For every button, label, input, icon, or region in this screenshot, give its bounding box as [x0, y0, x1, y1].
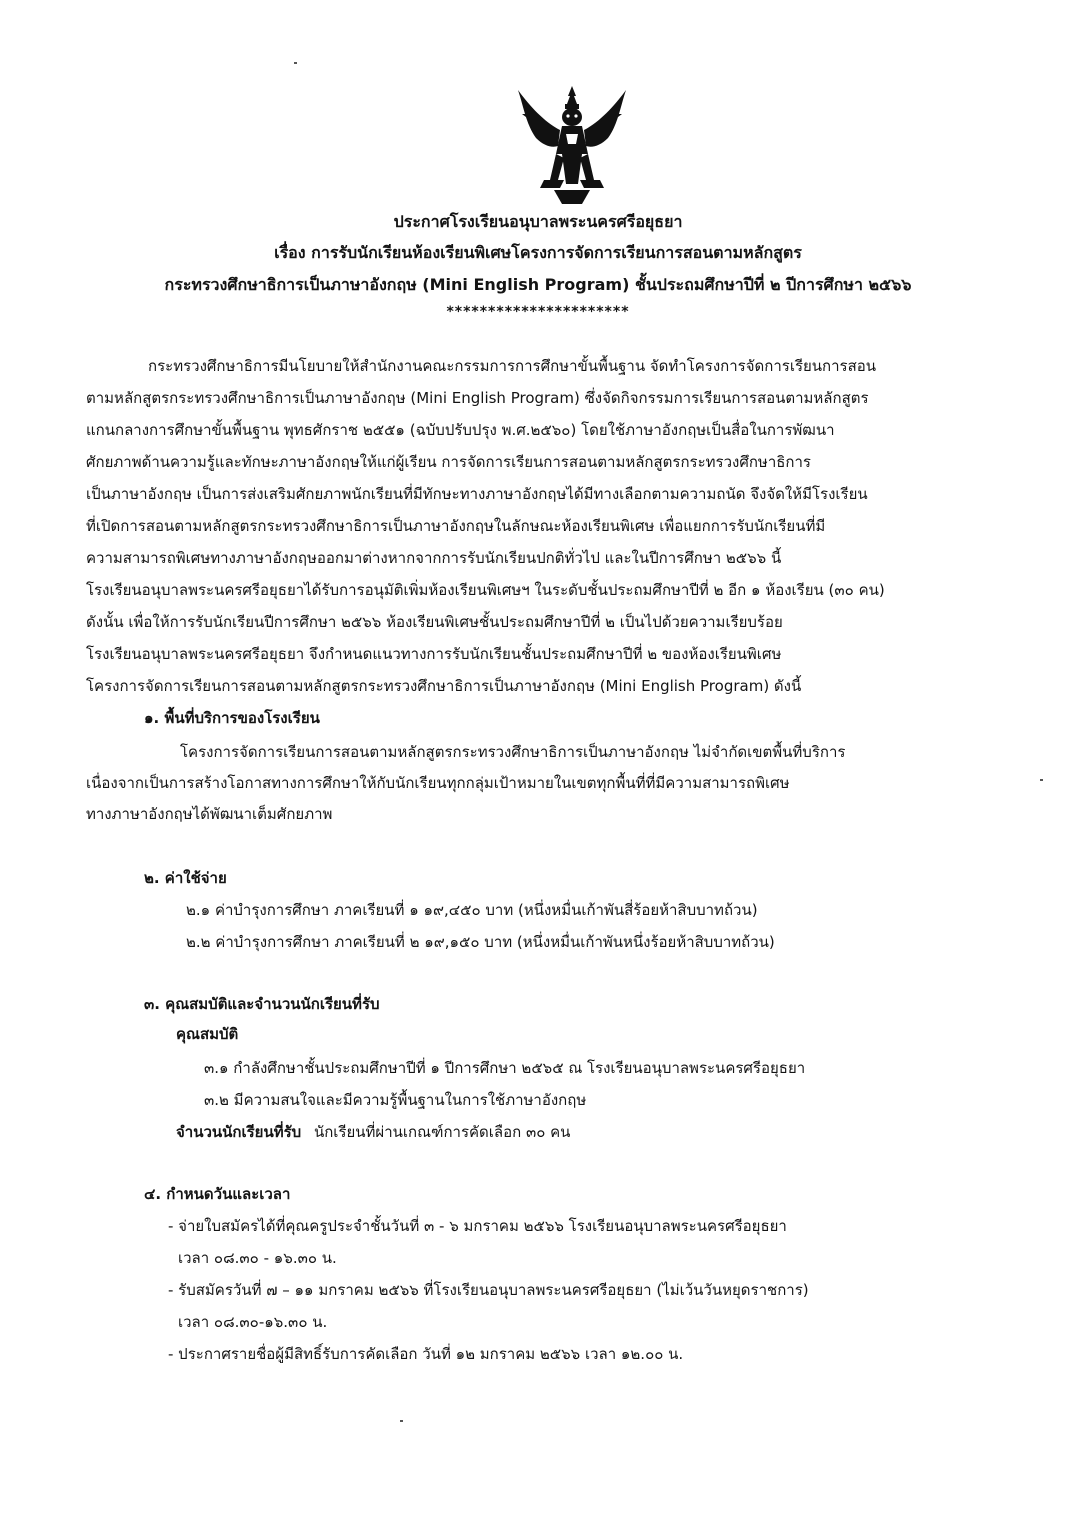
- paragraph-line: ตามหลักสูตรกระทรวงศึกษาธิการเป็นภาษาอังกฤษ (Mini English Program) ซึ่งจัดกิจกรรมการเรียนการสอนตามหลักสูตร: [86, 389, 869, 407]
- section-3-heading: ๓. คุณสมบัติและจำนวนนักเรียนที่รับ: [144, 995, 380, 1013]
- schedule-item: - รับสมัครวันที่ ๗ – ๑๑ มกราคม ๒๕๖๖ ที่โรงเรียนอนุบาลพระนครศรีอยุธยา (ไม่เว้นวันหยุดราชการ): [168, 1281, 809, 1299]
- paragraph-line: กระทรวงศึกษาธิการมีนโยบายให้สำนักงานคณะกรรมการการศึกษาขั้นพื้นฐาน จัดทำโครงการจัดการเรียนการสอน: [148, 357, 877, 375]
- subject-line-2: กระทรวงศึกษาธิการเป็นภาษาอังกฤษ (Mini English Program) ชั้นประถมศึกษาปีที่ ๒ ปีการศึกษา ๒๕๖๖: [164, 275, 912, 294]
- announcement-title: ประกาศโรงเรียนอนุบาลพระนครศรีอยุธยา: [393, 212, 683, 231]
- paragraph-line: โรงเรียนอนุบาลพระนครศรีอยุธยาได้รับการอนุมัติเพิ่มห้องเรียนพิเศษฯ ในระดับชั้นประถมศึกษาปีที่ ๒ อีก ๑ ห้องเรียน (๓๐ คน): [86, 581, 885, 599]
- section-1-heading: ๑. พื้นที่บริการของโรงเรียน: [144, 709, 320, 727]
- subject-line: เรื่อง การรับนักเรียนห้องเรียนพิเศษโครงการจัดการเรียนการสอนตามหลักสูตร: [274, 243, 802, 262]
- qualification-item: ๓.๒ มีความสนใจและมีความรู้พื้นฐานในการใช้ภาษาอังกฤษ: [204, 1091, 587, 1109]
- schedule-time: เวลา ๐๘.๓๐ - ๑๖.๓๐ น.: [178, 1249, 337, 1267]
- paragraph-line: แกนกลางการศึกษาขั้นพื้นฐาน พุทธศักราช ๒๕๕๑ (ฉบับปรับปรุง พ.ศ.๒๕๖๐) โดยใช้ภาษาอังกฤษเป็นสื่อในการพัฒนา: [86, 421, 835, 439]
- student-count-value: นักเรียนที่ผ่านเกณฑ์การคัดเลือก ๓๐ คน: [313, 1123, 571, 1141]
- paragraph-line: เป็นภาษาอังกฤษ เป็นการส่งเสริมศักยภาพนักเรียนที่มีทักษะทางภาษาอังกฤษได้มีทางเลือกตามความถนัด จึงจัดให้มีโรงเรียน: [86, 485, 868, 503]
- section-2-heading: ๒. ค่าใช้จ่าย: [144, 869, 227, 887]
- fee-item: ๒.๑ ค่าบำรุงการศึกษา ภาคเรียนที่ ๑ ๑๙,๔๕๐ บาท (หนึ่งหมื่นเก้าพันสี่ร้อยห้าสิบบาทถ้วน): [186, 901, 758, 919]
- paragraph-line: โครงการจัดการเรียนการสอนตามหลักสูตรกระทรวงศึกษาธิการเป็นภาษาอังกฤษ (Mini English Program) ดังนี้: [86, 677, 802, 695]
- garuda-emblem-icon: [514, 84, 630, 206]
- paragraph-line: ทางภาษาอังกฤษได้พัฒนาเต็มศักยภาพ: [86, 805, 333, 823]
- schedule-item: - ประกาศรายชื่อผู้มีสิทธิ์รับการคัดเลือก วันที่ ๑๒ มกราคม ๒๕๖๖ เวลา ๑๒.๐๐ น.: [168, 1345, 684, 1363]
- paragraph-line: ความสามารถพิเศษทางภาษาอังกฤษออกมาต่างหากจากการรับนักเรียนปกติทั่วไป และในปีการศึกษา ๒๕๖๖ นี้: [86, 549, 782, 567]
- paragraph-line: โครงการจัดการเรียนการสอนตามหลักสูตรกระทรวงศึกษาธิการเป็นภาษาอังกฤษ ไม่จำกัดเขตพื้นที่บริการ: [180, 743, 846, 761]
- student-count: [176, 1122, 570, 1142]
- qualification-item: ๓.๑ กำลังศึกษาชั้นประถมศึกษาปีที่ ๑ ปีการศึกษา ๒๕๖๕ ณ โรงเรียนอนุบาลพระนครศรีอยุธยา: [204, 1059, 806, 1077]
- scan-speck: [400, 1420, 403, 1422]
- schedule-time: เวลา ๐๘.๓๐-๑๖.๓๐ น.: [178, 1313, 328, 1331]
- paragraph-line: ศักยภาพด้านความรู้และทักษะภาษาอังกฤษให้แก่ผู้เรียน การจัดการเรียนการสอนตามหลักสูตรกระทรวงศึกษาธิการ: [86, 453, 811, 471]
- paragraph-line: เนื่องจากเป็นการสร้างโอกาสทางการศึกษาให้กับนักเรียนทุกกลุ่มเป้าหมายในเขตทุกพื้นที่ที่มีความสามารถพิเศษ: [86, 774, 790, 792]
- paragraph-line: ดังนั้น เพื่อให้การรับนักเรียนปีการศึกษา ๒๕๖๖ ห้องเรียนพิเศษชั้นประถมศึกษาปีที่ ๒ เป็นไปด้วยความเรียบร้อย: [86, 613, 783, 631]
- qualification-subheading: คุณสมบัติ: [176, 1025, 239, 1043]
- schedule-item: - จ่ายใบสมัครได้ที่คุณครูประจำชั้นวันที่ ๓ - ๖ มกราคม ๒๕๖๖ โรงเรียนอนุบาลพระนครศรีอยุธยา: [168, 1217, 787, 1235]
- paragraph-line: ที่เปิดการสอนตามหลักสูตรกระทรวงศึกษาธิการเป็นภาษาอังกฤษในลักษณะห้องเรียนพิเศษ เพื่อแยกการรับนักเรียนที่มี: [86, 517, 826, 535]
- student-count-label: จำนวนนักเรียนที่รับ: [176, 1123, 302, 1141]
- paragraph-line: โรงเรียนอนุบาลพระนครศรีอยุธยา จึงกำหนดแนวทางการรับนักเรียนชั้นประถมศึกษาปีที่ ๒ ของห้องเรียนพิเศษ: [86, 645, 782, 663]
- separator: **********************: [446, 304, 630, 320]
- fee-item: ๒.๒ ค่าบำรุงการศึกษา ภาคเรียนที่ ๒ ๑๙,๑๕๐ บาท (หนึ่งหมื่นเก้าพันหนึ่งร้อยห้าสิบบาทถ้วน): [186, 933, 775, 951]
- scan-speck: [294, 62, 297, 64]
- section-4-heading: ๔. กำหนดวันและเวลา: [144, 1185, 291, 1203]
- scan-speck: [1040, 779, 1043, 781]
